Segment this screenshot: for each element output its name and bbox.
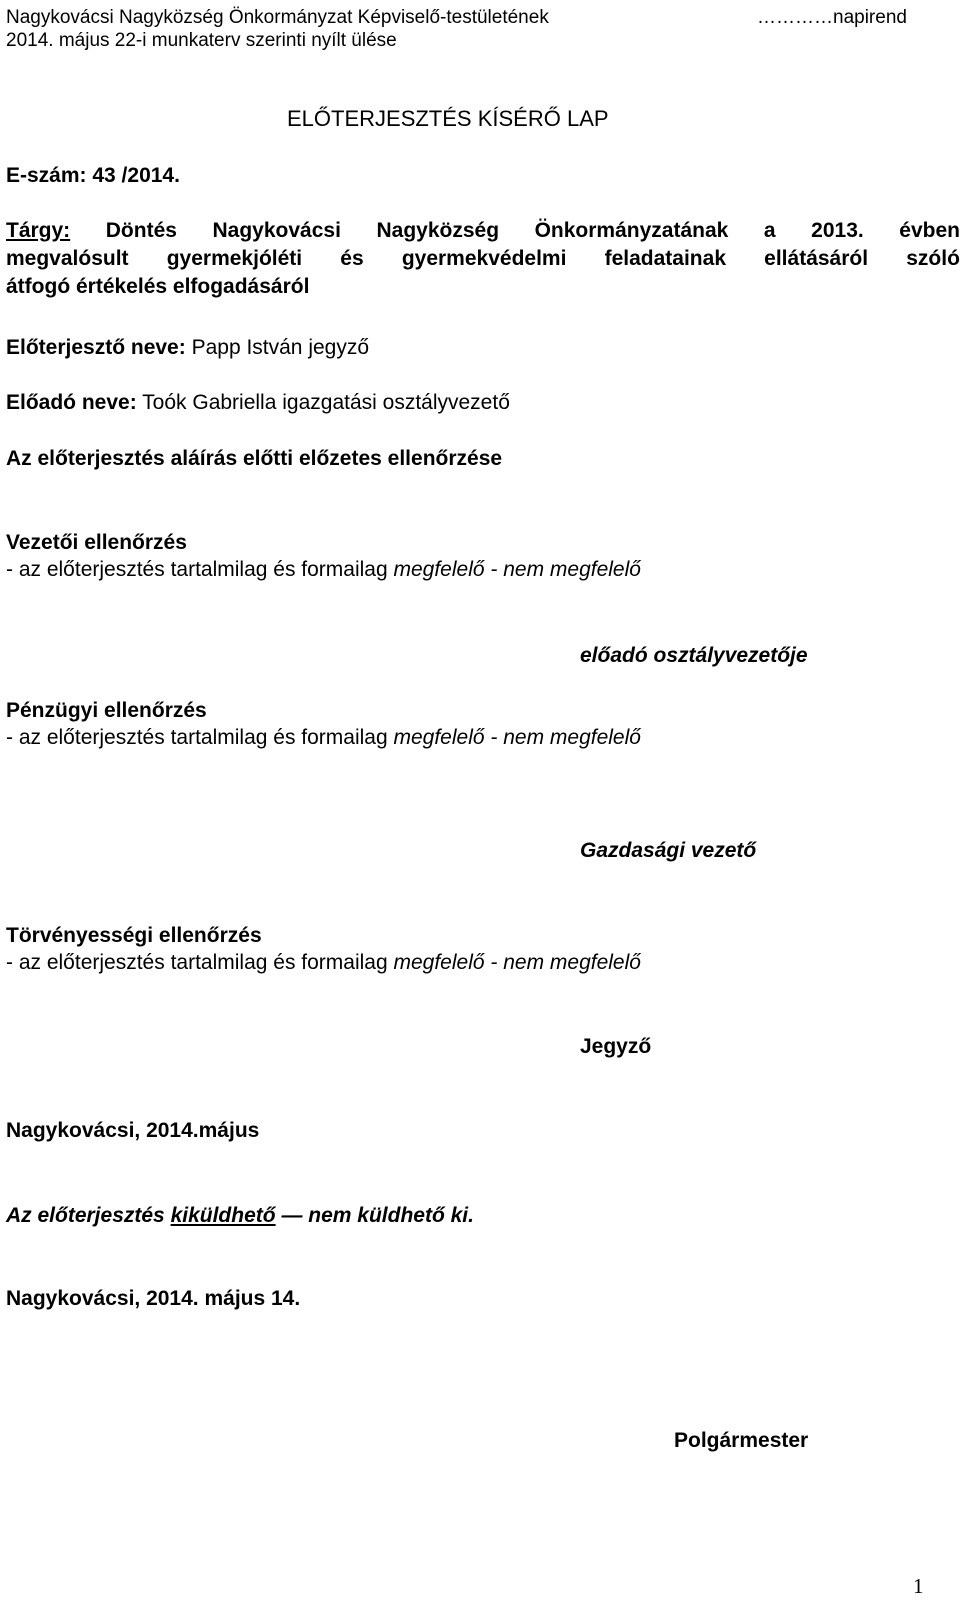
subject-word: Nagyközség: [376, 219, 500, 242]
sendable-part-3: nem küldhető ki.: [308, 1204, 474, 1227]
subject-label: Tárgy:: [6, 219, 71, 242]
check-title-legality: Törvényességi ellenőrzés: [6, 924, 262, 947]
mayor-signature: Polgármester: [674, 1429, 809, 1452]
agenda-dots: …………: [757, 7, 833, 28]
check-line-prefix: - az előterjesztés tartalmilag és formailag: [6, 951, 388, 974]
page-number: 1: [913, 1574, 924, 1598]
subject-word: és: [340, 247, 364, 270]
subject-word: szóló: [906, 247, 960, 270]
subject-word: gyermekjóléti: [166, 247, 303, 270]
check-line-legality: [6, 952, 641, 973]
header-organization: Nagykovácsi Nagyközség Önkormányzat Képviselő-testületének: [6, 7, 549, 28]
submitter-row: [6, 337, 369, 358]
submitter-label: Előterjesztő neve:: [6, 336, 186, 359]
subject-line-2: [6, 248, 960, 269]
sendable-part-1: Az előterjesztés: [6, 1204, 165, 1227]
subject-word: a: [763, 219, 776, 242]
precheck-heading: Az előterjesztés aláírás előtti előzetes ellenőrzése: [6, 447, 503, 470]
check-title-financial: Pénzügyi ellenőrzés: [6, 699, 207, 722]
subject-word: feladatainak: [604, 247, 726, 270]
signer-management: előadó osztályvezetője: [580, 644, 808, 667]
check-line-financial: [6, 727, 641, 748]
check-line-options: megfelelő - nem megfelelő: [393, 726, 641, 749]
presenter-value: Toók Gabriella igazgatási osztályvezető: [142, 391, 510, 414]
sendable-part-2: kiküldhető: [170, 1204, 276, 1227]
header-meeting: 2014. május 22-i munkaterv szerinti nyílt ülése: [6, 30, 397, 51]
signer-financial: Gazdasági vezető: [580, 839, 757, 862]
subject-word: megvalósult: [6, 247, 129, 270]
place-date-1: Nagykovácsi, 2014.május: [6, 1119, 260, 1142]
sendable-statement: [6, 1205, 474, 1226]
subject-word: ellátásáról: [764, 247, 869, 270]
subject-line-1: [6, 220, 960, 241]
presenter-label: Előadó neve:: [6, 391, 137, 414]
e-number: E-szám: 43 /2014.: [6, 164, 180, 187]
subject-word: Döntés: [105, 219, 177, 242]
agenda-label: napirend: [833, 7, 907, 28]
check-line-options: megfelelő - nem megfelelő: [393, 951, 641, 974]
check-title-management: Vezetői ellenőrzés: [6, 531, 187, 554]
sendable-dash: —: [281, 1204, 303, 1227]
signer-legality: Jegyző: [580, 1035, 652, 1058]
subject-line-3: átfogó értékelés elfogadásáról: [6, 275, 310, 298]
subject-word: gyermekvédelmi: [401, 247, 567, 270]
submitter-value: Papp István jegyző: [191, 336, 370, 359]
document-title: ELŐTERJESZTÉS KÍSÉRŐ LAP: [287, 106, 609, 131]
check-line-prefix: - az előterjesztés tartalmilag és formailag: [6, 558, 388, 581]
subject-word: Nagykovácsi: [212, 219, 341, 242]
header-agenda: [757, 8, 907, 27]
subject-word: Önkormányzatának: [534, 219, 729, 242]
check-line-prefix: - az előterjesztés tartalmilag és formailag: [6, 726, 388, 749]
check-line-options: megfelelő - nem megfelelő: [393, 558, 641, 581]
place-date-2: Nagykovácsi, 2014. május 14.: [6, 1287, 301, 1310]
subject-word: 2013.: [811, 219, 864, 242]
check-line-management: [6, 559, 641, 580]
presenter-row: [6, 392, 510, 413]
subject-word: évben: [899, 219, 960, 242]
